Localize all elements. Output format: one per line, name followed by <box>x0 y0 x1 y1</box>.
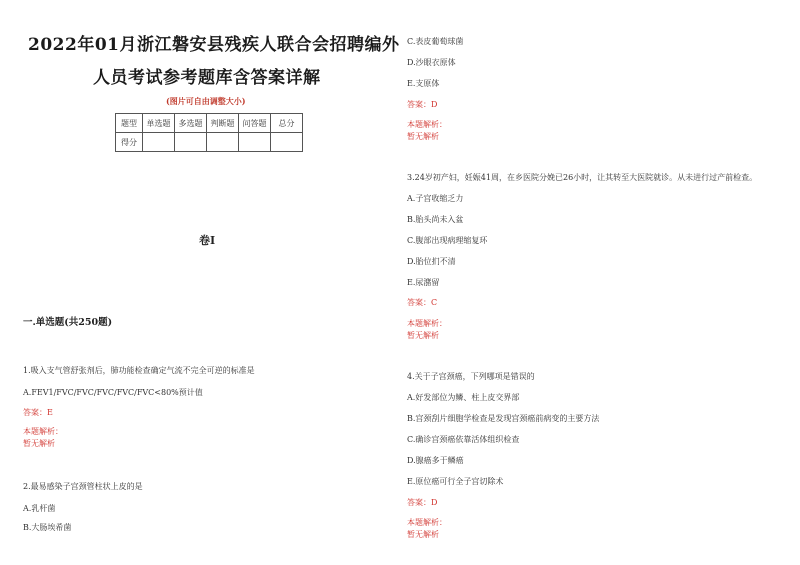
score-cell-multiple <box>175 133 207 152</box>
q1-option: A.FEV1/FVC/FVC/FVC/FVC/FVC<80%预计值 <box>23 388 203 397</box>
score-header-single: 单选题 <box>143 114 175 133</box>
q2-option-c: C.表皮葡萄球菌 <box>407 37 464 46</box>
document-title-line2: 人员考试参考题库含答案详解 <box>93 68 321 88</box>
score-cell-qa <box>239 133 271 152</box>
q3-answer: 答案：C <box>407 298 438 307</box>
score-cell-judge <box>207 133 239 152</box>
q2-analysis-label: 本题解析： <box>407 120 447 129</box>
score-table-header-row <box>116 114 303 133</box>
q3-analysis-text: 暂无解析 <box>407 331 439 340</box>
q1-stem: 1.吸入支气管舒张剂后，肺功能检查确定气流不完全可逆的标准是 <box>23 366 255 375</box>
q4-option-b: B.宫颈刮片细胞学检查是发现宫颈癌前病变的主要方法 <box>407 414 600 423</box>
image-resize-note: (图片可自由调整大小) <box>166 96 246 106</box>
q1-answer: 答案：E <box>23 408 53 417</box>
q3-option-b: B.胎头尚未入盆 <box>407 215 464 224</box>
q3-analysis <box>407 318 447 342</box>
score-row-label: 得分 <box>116 133 143 152</box>
q1-analysis-label: 本题解析： <box>23 427 63 436</box>
q2-option-a: A.乳杆菌 <box>23 504 56 513</box>
score-header-multiple: 多选题 <box>175 114 207 133</box>
document-title-line1: 2022年01月浙江磐安县残疾人联合会招聘编外 <box>28 35 400 55</box>
score-cell-total <box>271 133 303 152</box>
q4-option-a: A.好发部位为鳞、柱上皮交界部 <box>407 393 520 402</box>
q4-analysis <box>407 517 447 541</box>
q4-option-e: E.原位癌可行全子宫切除术 <box>407 477 504 486</box>
q3-option-e: E.尿潴留 <box>407 278 440 287</box>
q4-option-c: C.确诊宫颈癌依靠活体组织检查 <box>407 435 520 444</box>
score-header-qa: 问答题 <box>239 114 271 133</box>
q2-analysis <box>407 119 447 143</box>
q2-stem: 2.最易感染子宫颈管柱状上皮的是 <box>23 482 143 491</box>
volume-heading: 卷I <box>199 234 216 247</box>
q4-analysis-text: 暂无解析 <box>407 530 439 539</box>
score-header-type: 题型 <box>116 114 143 133</box>
q4-answer: 答案：D <box>407 498 438 507</box>
q2-option-e: E.支原体 <box>407 79 440 88</box>
q2-answer: 答案：D <box>407 100 438 109</box>
q1-analysis <box>23 426 63 450</box>
q4-option-d: D.腺癌多于鳞癌 <box>407 456 464 465</box>
score-cell-single <box>143 133 175 152</box>
q3-option-c: C.腹部出现病理缩复环 <box>407 236 488 245</box>
q2-option-b: B.大肠埃希菌 <box>23 523 72 532</box>
section-heading: 一.单选题(共250题) <box>23 317 113 328</box>
q3-option-d: D.胎位扪不清 <box>407 257 456 266</box>
q3-stem: 3.24岁初产妇，妊娠41周，在乡医院分娩已26小时，让其转至大医院就诊。从未进行过产前检查。 <box>407 173 758 182</box>
q2-option-d: D.沙眼衣原体 <box>407 58 456 67</box>
score-table-score-row <box>116 133 303 152</box>
score-table <box>115 113 303 152</box>
q1-analysis-text: 暂无解析 <box>23 439 55 448</box>
q4-analysis-label: 本题解析： <box>407 518 447 527</box>
q2-analysis-text: 暂无解析 <box>407 132 439 141</box>
score-header-total: 总分 <box>271 114 303 133</box>
score-header-judge: 判断题 <box>207 114 239 133</box>
q3-analysis-label: 本题解析： <box>407 319 447 328</box>
q3-option-a: A.子宫收缩乏力 <box>407 194 464 203</box>
q4-stem: 4.关于子宫颈癌，下列哪项是错误的 <box>407 372 535 381</box>
